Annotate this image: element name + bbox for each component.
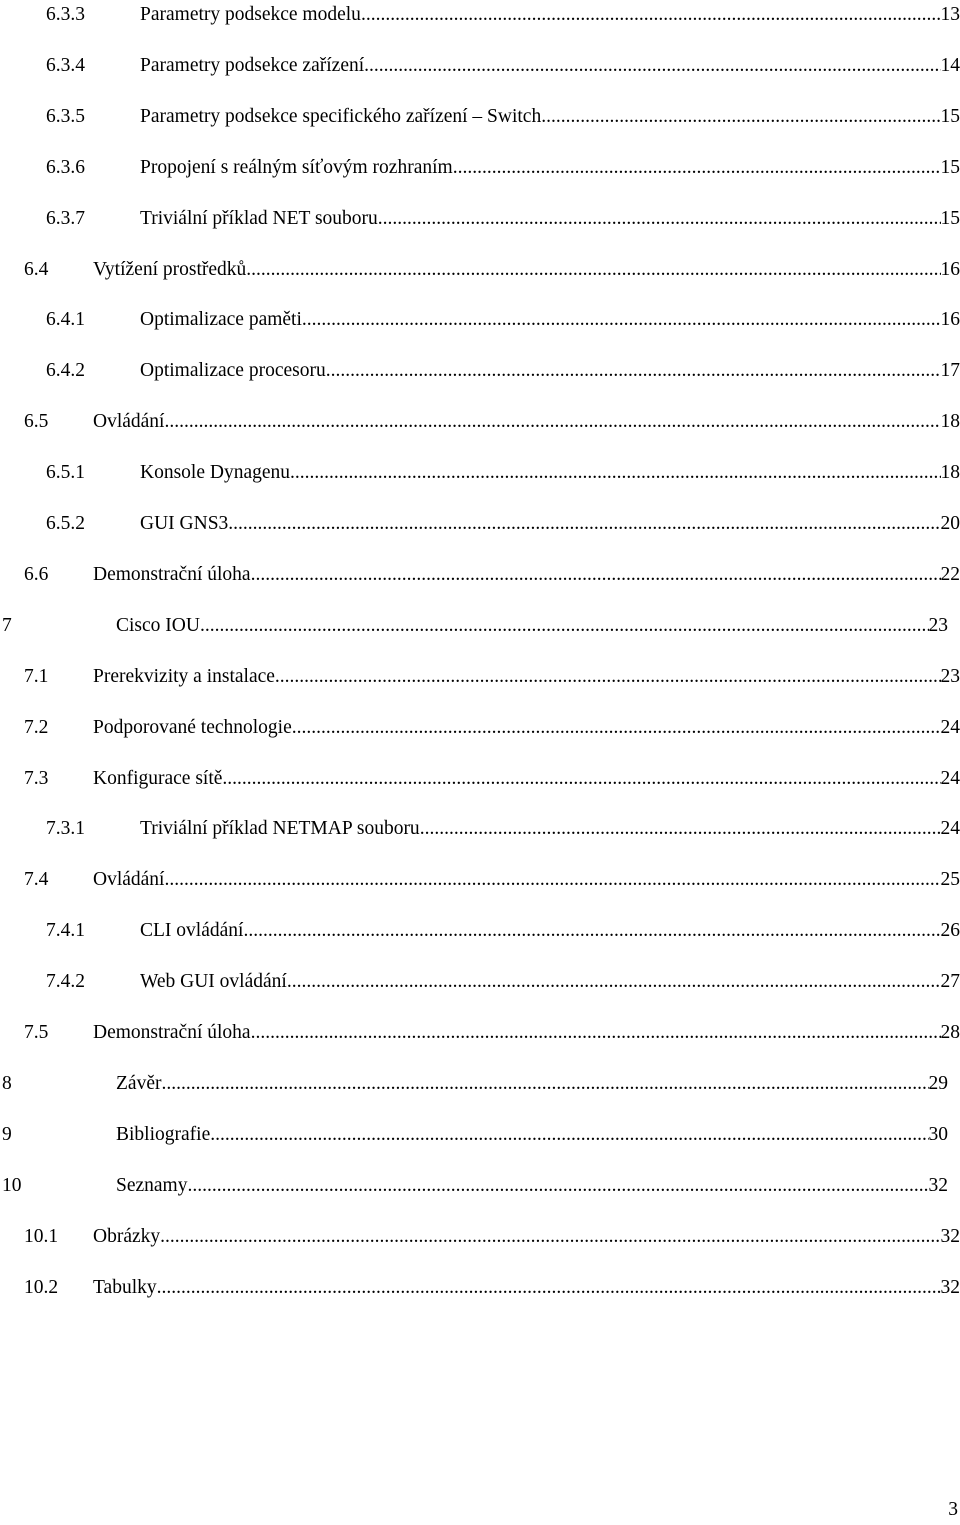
toc-dot-leader	[157, 1273, 941, 1303]
toc-entry-page: 32	[928, 1174, 948, 1196]
toc-entry-title: Ovládání	[93, 869, 165, 891]
toc-entry-number: 6.6	[24, 563, 49, 585]
toc-dot-leader	[251, 1018, 941, 1048]
toc-entry[interactable]	[0, 713, 960, 743]
toc-dot-leader	[302, 305, 941, 335]
toc-entry[interactable]	[0, 204, 960, 234]
toc-entry-number: 7.1	[24, 665, 49, 687]
toc-entry-number: 7.3	[24, 767, 49, 789]
toc-dot-leader	[453, 153, 941, 183]
toc-entry-page: 26	[940, 920, 960, 942]
toc-entry-body	[93, 662, 960, 692]
toc-dot-leader	[292, 713, 941, 743]
toc-entry-page: 18	[940, 462, 960, 484]
toc-entry-page: 22	[940, 563, 960, 585]
toc-entry-number: 7	[2, 614, 12, 636]
toc-entry-page: 16	[940, 258, 960, 280]
toc-entry[interactable]	[0, 560, 960, 590]
toc-dot-leader	[290, 458, 940, 488]
toc-entry-page: 29	[928, 1072, 948, 1094]
toc-entry[interactable]	[0, 407, 960, 437]
toc-dot-leader	[187, 1171, 928, 1201]
toc-entry-page: 16	[940, 309, 960, 331]
toc-entry-title: Optimalizace paměti	[140, 309, 302, 331]
toc-entry-number: 6.4.1	[46, 309, 85, 331]
toc-entry-body	[140, 814, 960, 844]
toc-dot-leader	[275, 662, 941, 692]
toc-entry-page: 17	[940, 360, 960, 382]
toc-entry-number: 10.2	[24, 1276, 59, 1298]
toc-entry[interactable]	[0, 51, 960, 81]
toc-entry-page: 18	[940, 411, 960, 433]
toc-entry-title: Cisco IOU	[116, 614, 200, 636]
toc-entry[interactable]	[0, 611, 960, 641]
toc-entry-title: Triviální příklad NET souboru	[140, 207, 378, 229]
toc-dot-leader	[364, 51, 940, 81]
toc-dot-leader	[251, 560, 941, 590]
toc-dot-leader	[246, 255, 940, 285]
toc-entry-number: 6.3.4	[46, 54, 85, 76]
toc-entry-number: 6.3.7	[46, 207, 85, 229]
toc-dot-leader	[164, 865, 940, 895]
toc-dot-leader	[287, 967, 941, 997]
toc-entry-page: 15	[940, 207, 960, 229]
page-number: 3	[948, 1499, 958, 1520]
toc-dot-leader	[420, 814, 941, 844]
toc-entry-title: Demonstrační úloha	[93, 563, 251, 585]
toc-entry-title: Prerekvizity a instalace	[93, 665, 275, 687]
toc-dot-leader	[210, 1120, 928, 1150]
toc-entry-page: 14	[940, 54, 960, 76]
toc-entry[interactable]	[0, 814, 960, 844]
toc-entry-body	[93, 713, 960, 743]
toc-entry-page: 23	[928, 614, 948, 636]
toc-entry[interactable]	[0, 764, 960, 794]
toc-dot-leader	[164, 407, 940, 437]
toc-entry[interactable]	[0, 1222, 960, 1252]
toc-entry[interactable]	[0, 153, 960, 183]
toc-entry-page: 24	[940, 818, 960, 840]
toc-entry-number: 6.3.6	[46, 156, 85, 178]
toc-dot-leader	[200, 611, 929, 641]
toc-entry-body	[116, 611, 948, 641]
toc-entry-number: 6.3.5	[46, 105, 85, 127]
toc-entry[interactable]	[0, 356, 960, 386]
toc-dot-leader	[160, 1222, 940, 1252]
toc-entry-page: 15	[940, 105, 960, 127]
toc-entry-number: 10.1	[24, 1225, 59, 1247]
toc-entry-title: Ovládání	[93, 411, 165, 433]
toc-entry-title: Závěr	[116, 1072, 162, 1094]
toc-entry[interactable]	[0, 662, 960, 692]
toc-entry[interactable]	[0, 509, 960, 539]
toc-entry-title: Bibliografie	[116, 1123, 211, 1145]
toc-entry-page: 25	[940, 869, 960, 891]
toc-entry-number: 9	[2, 1123, 12, 1145]
toc-entry-body	[93, 255, 960, 285]
toc-entry-number: 7.4.2	[46, 971, 85, 993]
toc-entry-body	[140, 0, 960, 30]
toc-entry-number: 10	[2, 1174, 22, 1196]
toc-entry[interactable]	[0, 916, 960, 946]
toc-entry-body	[140, 916, 960, 946]
toc-entry-title: Web GUI ovládání	[140, 971, 287, 993]
toc-dot-leader	[243, 916, 940, 946]
toc-entry-body	[116, 1120, 948, 1150]
toc-entry-number: 7.4.1	[46, 920, 85, 942]
toc-entry-body	[140, 51, 960, 81]
toc-entry[interactable]	[0, 305, 960, 335]
toc-entry-body	[140, 967, 960, 997]
toc-entry-page: 28	[940, 1022, 960, 1043]
toc-entry-title: Demonstrační úloha	[93, 1022, 251, 1043]
toc-entry[interactable]	[0, 255, 960, 285]
toc-entry-page: 30	[928, 1123, 948, 1145]
toc-entry-body	[116, 1171, 948, 1201]
toc-entry-body	[93, 865, 960, 895]
toc-entry-number: 7.3.1	[46, 818, 85, 840]
toc-entry-title: Optimalizace procesoru	[140, 360, 326, 382]
toc-entry-title: Konsole Dynagenu	[140, 462, 291, 484]
toc-entry-title: Seznamy	[116, 1174, 188, 1196]
toc-dot-leader	[161, 1069, 928, 1099]
toc-entry-title: Podporované technologie	[93, 716, 292, 738]
toc-entry-number: 7.2	[24, 716, 49, 738]
toc-entry[interactable]	[0, 1120, 960, 1150]
toc-entry[interactable]	[0, 1018, 960, 1048]
toc-entry-number: 6.4	[24, 258, 49, 280]
toc-dot-leader	[541, 102, 940, 132]
toc-entry[interactable]	[0, 1171, 960, 1201]
toc-entry-title: CLI ovládání	[140, 920, 244, 942]
toc-entry[interactable]	[0, 0, 960, 30]
toc-entry-title: Vytížení prostředků	[93, 258, 247, 280]
toc-entry[interactable]	[0, 102, 960, 132]
toc-entry-body	[93, 764, 960, 794]
toc-entry-title: Triviální příklad NETMAP souboru	[140, 818, 420, 840]
toc-entry-number: 8	[2, 1072, 12, 1094]
toc-dot-leader	[361, 0, 941, 30]
toc-dot-leader	[378, 204, 941, 234]
toc-dot-leader	[222, 764, 940, 794]
toc-entry-page: 24	[940, 716, 960, 738]
toc-entry[interactable]	[0, 458, 960, 488]
toc-entry-title: Propojení s reálným síťovým rozhraním	[140, 156, 453, 178]
toc-entry-body	[93, 1273, 960, 1303]
toc-entry-title: Parametry podsekce zařízení	[140, 54, 365, 76]
toc-entry-number: 6.4.2	[46, 360, 85, 382]
toc-entry-body	[140, 509, 960, 539]
toc-dot-leader	[326, 356, 941, 386]
toc-entry-body	[93, 407, 960, 437]
toc-entry-title: Obrázky	[93, 1225, 161, 1247]
toc-entry-number: 6.5	[24, 411, 49, 433]
toc-entry-title: Konfigurace sítě	[93, 767, 223, 789]
toc-entry[interactable]	[0, 865, 960, 895]
toc-entry[interactable]	[0, 1069, 960, 1099]
toc-entry-body	[140, 204, 960, 234]
toc-entry-page: 32	[940, 1225, 960, 1247]
toc-entry-title: Parametry podsekce modelu	[140, 4, 361, 25]
toc-entry-page: 15	[940, 156, 960, 178]
toc-entry[interactable]	[0, 967, 960, 997]
toc-entry-number: 6.5.1	[46, 462, 85, 484]
toc-entry-body	[116, 1069, 948, 1099]
toc-entry-page: 23	[940, 665, 960, 687]
toc-entry-page: 27	[940, 971, 960, 993]
toc-entry-number: 7.4	[24, 869, 49, 891]
toc-entry-number: 6.3.3	[46, 4, 85, 25]
toc-entry-body	[140, 153, 960, 183]
toc-entry[interactable]	[0, 1273, 960, 1303]
toc-entry-page: 20	[940, 513, 960, 534]
toc-entry-body	[140, 102, 960, 132]
toc-entry-number: 7.5	[24, 1022, 49, 1043]
toc-entry-number: 6.5.2	[46, 513, 85, 534]
toc-entry-body	[140, 458, 960, 488]
toc-entry-body	[140, 305, 960, 335]
toc-entry-title: GUI GNS3	[140, 513, 229, 534]
toc-dot-leader	[228, 509, 940, 539]
toc-entry-page: 32	[940, 1276, 960, 1298]
toc-entry-body	[93, 560, 960, 590]
toc-entry-body	[93, 1222, 960, 1252]
toc-entry-page: 13	[940, 4, 960, 25]
toc-entry-body	[140, 356, 960, 386]
toc-entry-title: Tabulky	[93, 1276, 157, 1298]
toc-entry-title: Parametry podsekce specifického zařízení – Switch	[140, 105, 542, 127]
toc-entry-body	[93, 1018, 960, 1048]
toc-entry-page: 24	[940, 767, 960, 789]
